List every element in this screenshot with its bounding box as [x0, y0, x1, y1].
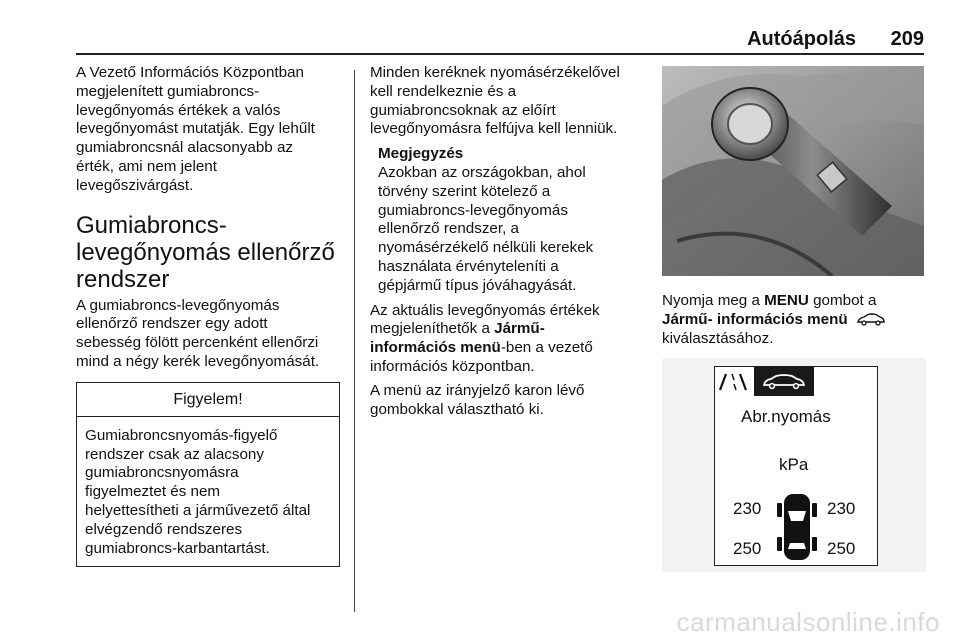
warning-line: rendszer csak az alacsony [85, 445, 264, 463]
turn-signal-stalk-photo [662, 66, 924, 276]
instr-text: Nyomja meg a [662, 292, 765, 309]
car-icon [856, 313, 886, 326]
menu-button-label: MENU [764, 292, 809, 309]
para-line: Minden keréknek nyomásérzékelővel [370, 64, 620, 81]
para-line: A menü az irányjelző karon lévő [370, 381, 585, 399]
para-line: Az aktuális levegőnyomás értékek [370, 301, 600, 319]
display-panel [714, 366, 878, 566]
warning-line: helyettesítheti a járművezető által [85, 501, 311, 519]
warning-box [76, 382, 340, 568]
note-line: Azokban az országokban, ahol [378, 163, 586, 181]
para-text: -ben a vezető [500, 339, 593, 357]
para-line: A gumiabroncs-levegőnyomás [76, 296, 280, 314]
intro-line: megjelenített gumiabroncs- [76, 82, 260, 100]
menu-name-bold: Jármű- információs menü [662, 310, 848, 328]
menu-name-bold: információs menü [370, 339, 501, 357]
menu-select-paragraph [370, 382, 642, 420]
intro-line: A Vezető Információs Központban [76, 64, 304, 81]
note-line: gumiabroncs-levegőnyomás [378, 201, 568, 219]
warning-title: Figyelem! [77, 383, 339, 417]
note-line: gépjármű típus jóváhagyását. [378, 276, 577, 294]
note-title: Megjegyzés [378, 145, 464, 163]
heading-line: levegőnyomás ellenőrző [76, 238, 335, 266]
note-line: nyomásérzékelő nélküli kerekek [378, 239, 594, 257]
display-tab-bar [714, 366, 878, 398]
para-line: mind a négy kerék levegőnyomását. [76, 352, 320, 370]
note-line: használata érvényteleníti a [378, 257, 559, 275]
display-paragraph [370, 302, 642, 377]
menu-instruction [662, 292, 926, 348]
note-line: törvény szerint kötelező a [378, 182, 551, 200]
instr-text: kiválasztásához. [662, 329, 774, 347]
warning-line: gumiabroncs-karbantartást. [85, 539, 270, 557]
intro-line: levegőnyomás értékek a valós [76, 101, 281, 119]
intro-line: gumiabroncsnál alacsonyabb az [76, 139, 293, 157]
pressure-rear-left: 250 [733, 539, 762, 558]
page-number: 209 [890, 28, 924, 50]
pressure-front-right: 230 [827, 499, 856, 518]
pressure-front-left: 230 [733, 499, 762, 518]
para-line: gombokkal választható ki. [370, 400, 544, 418]
menu-name-bold: Jármű- [494, 320, 545, 338]
intro-paragraph [76, 64, 346, 196]
note-block [378, 145, 642, 295]
intro-line: levegőnyomást mutatják. Egy lehűlt [76, 120, 315, 138]
heading-line: rendszer [76, 265, 170, 293]
para-text: megjeleníthetők a [370, 320, 495, 338]
stalk-illustration [662, 66, 924, 276]
column-divider [354, 70, 355, 612]
warning-line: figyelmeztet és nem [85, 483, 221, 501]
sensor-paragraph [370, 64, 642, 139]
intro-line: levegőszivárgást. [76, 176, 194, 194]
note-line: ellenőrző rendszer, a [378, 220, 519, 238]
intro-line: érték, ami nem jelent [76, 157, 217, 175]
display-unit: kPa [779, 455, 809, 474]
car-top-view-icon [773, 491, 821, 563]
warning-line: gumiabroncsnyomásra [85, 464, 239, 482]
para-line: gumiabroncsoknak az előírt [370, 101, 556, 119]
heading-line: Gumiabroncs- [76, 211, 227, 239]
warning-line: elvégzendő rendszeres [85, 520, 243, 538]
section-paragraph [76, 297, 346, 372]
instr-text: gombot a [808, 292, 877, 309]
section-heading [76, 212, 346, 293]
para-line: kell rendelkeznie és a [370, 82, 517, 100]
display-label: Abr.nyomás [741, 407, 831, 426]
para-line: ellenőrző rendszer egy adott [76, 315, 268, 333]
note-body [378, 164, 642, 296]
column-middle [370, 64, 642, 419]
page-header-title: Autóápolás [747, 28, 856, 50]
para-line: levegőnyomásra felfújva kell lenniük. [370, 120, 618, 138]
tire-pressure-display [662, 358, 926, 572]
warning-line: Gumiabroncsnyomás-figyelő [85, 426, 278, 444]
warning-body [77, 417, 339, 567]
watermark: carmanualsonline.info [676, 607, 940, 637]
header-rule [76, 53, 924, 55]
para-line: sebesség fölött percenként ellenőrzi [76, 334, 319, 352]
pressure-rear-right: 250 [827, 539, 856, 558]
turn-signal-icon [720, 374, 746, 390]
column-left [76, 64, 346, 567]
para-line: információs központban. [370, 357, 535, 375]
active-tab [754, 366, 814, 396]
